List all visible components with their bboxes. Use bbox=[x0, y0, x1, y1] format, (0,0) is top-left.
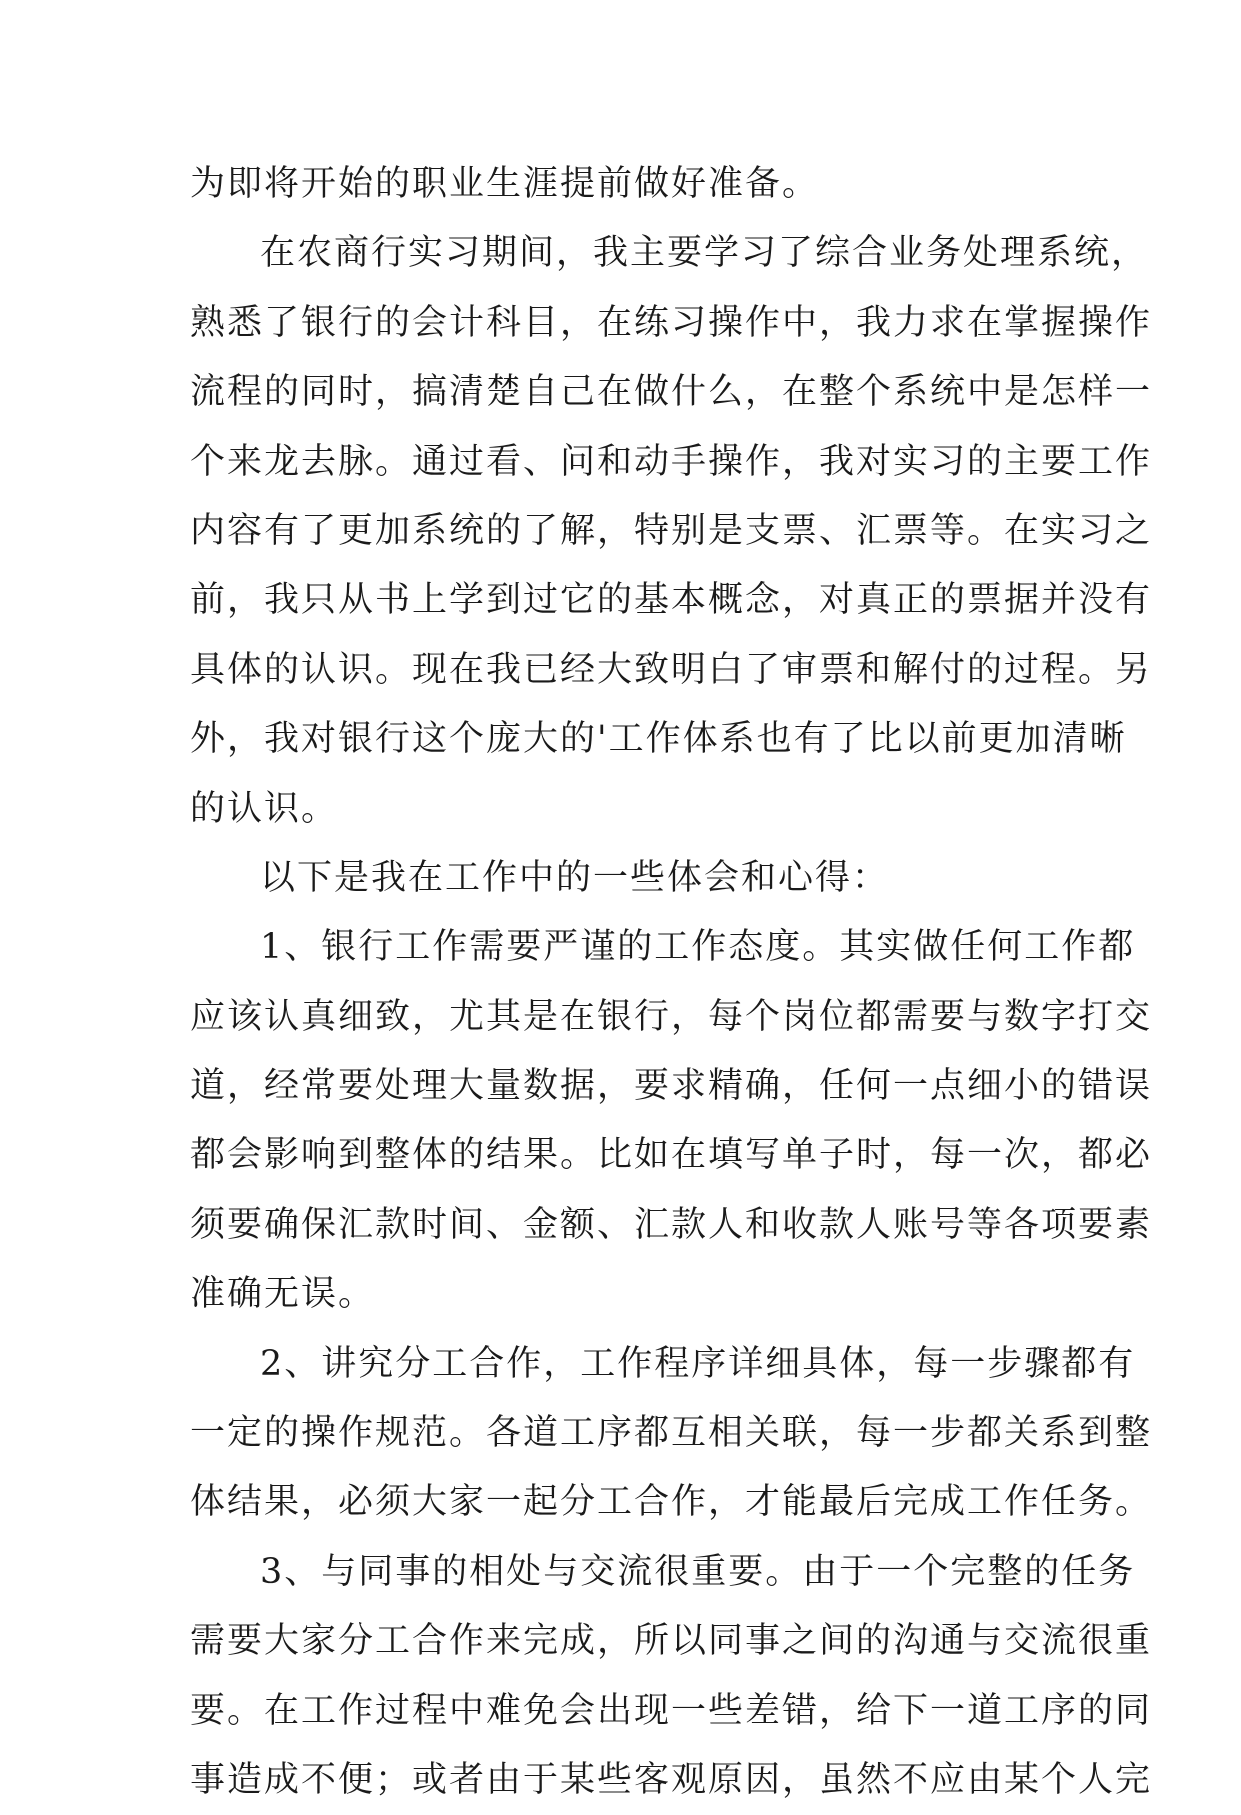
text-line: 要。在工作过程中难免会出现一些差错，给下一道工序的同 bbox=[190, 1690, 1153, 1731]
text-line: 事造成不便；或者由于某些客观原因，虽然不应由某个人完 bbox=[190, 1759, 1153, 1800]
text-line: 为即将开始的职业生涯提前做好准备。 bbox=[190, 164, 820, 204]
text-line: 具体的认识。现在我已经大致明白了审票和解付的过程。另 bbox=[190, 649, 1153, 690]
text-line: 的认识。 bbox=[190, 788, 339, 829]
text-line: 前，我只从书上学到过它的基本概念，对真正的票据并没有 bbox=[190, 580, 1153, 621]
text-line: 熟悉了银行的会计科目，在练习操作中，我力求在掌握操作 bbox=[190, 302, 1153, 343]
text-line: 内容有了更加系统的了解，特别是支票、汇票等。在实习之 bbox=[190, 510, 1153, 551]
text-line: 须要确保汇款时间、金额、汇款人和收款人账号等各项要素 bbox=[190, 1204, 1153, 1245]
text-line: 都会影响到整体的结果。比如在填写单子时，每一次，都必 bbox=[190, 1135, 1153, 1176]
text-line: 3、与同事的相处与交流很重要。由于一个完整的任务 bbox=[260, 1551, 1136, 1592]
document-body bbox=[190, 150, 1153, 1815]
text-line: 个来龙去脉。通过看、问和动手操作，我对实习的主要工作 bbox=[190, 441, 1153, 482]
text-line: 应该认真细致，尤其是在银行，每个岗位都需要与数字打交 bbox=[190, 996, 1153, 1037]
text-line: 2、讲究分工合作，工作程序详细具体，每一步骤都有 bbox=[260, 1343, 1136, 1384]
text-line: 体结果，必须大家一起分工合作，才能最后完成工作任务。 bbox=[190, 1482, 1153, 1523]
text-line: 需要大家分工合作来完成，所以同事之间的沟通与交流很重 bbox=[190, 1621, 1153, 1662]
text-line: 以下是我在工作中的一些体会和心得： bbox=[260, 857, 890, 898]
text-line: 道，经常要处理大量数据，要求精确，任何一点细小的错误 bbox=[190, 1066, 1153, 1107]
text-line: 外，我对银行这个庞大的'工作体系也有了比以前更加清晰 bbox=[190, 719, 1127, 760]
text-line: 1、银行工作需要严谨的工作态度。其实做任何工作都 bbox=[260, 927, 1136, 968]
text-line: 流程的同时，搞清楚自己在做什么，在整个系统中是怎样一 bbox=[190, 372, 1153, 413]
text-line: 在农商行实习期间，我主要学习了综合业务处理系统， bbox=[260, 233, 1149, 274]
text-line: 准确无误。 bbox=[190, 1274, 376, 1315]
text-line: 一定的操作规范。各道工序都互相关联，每一步都关系到整 bbox=[190, 1413, 1153, 1454]
